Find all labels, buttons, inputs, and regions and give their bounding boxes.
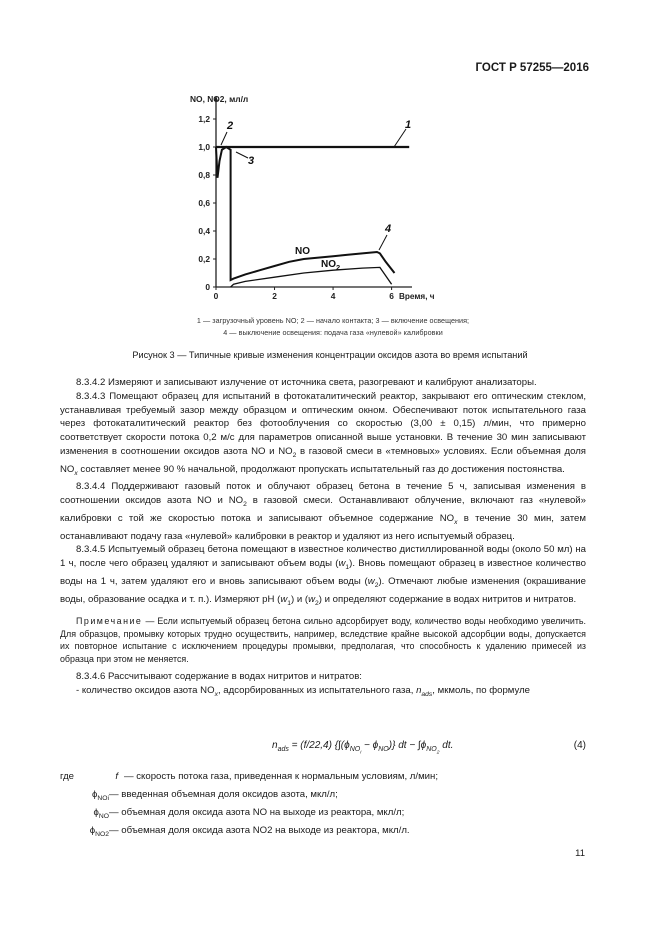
x-ticks <box>214 287 395 301</box>
x-tick-label: 0 <box>213 291 219 301</box>
y-tick-label: 0,2 <box>198 254 210 264</box>
page-number: 11 <box>575 848 585 859</box>
y-tick-label: 0,4 <box>198 226 210 236</box>
definition-f: где f — скорость потока газа, приведенная к нормальным условиям, л/мин; <box>60 768 586 786</box>
body-text <box>60 376 586 701</box>
formula-expression: $n_{ads} = (f/22,4) \{\int(\phi_{NO_i} - \phi_{NO})\}$ dt − $\int\phi_{NO_2}$ dt. <box>272 740 454 756</box>
paragraph-8-3-4-3: 8.3.4.3 Помещают образец для испытаний в фотокаталитический реактор, закрывают его оптическим стеклом, устанавливая требуемый зазор между образцом и оптическим окном. Обеспечивают поток испытательного газа через фотокаталитический реактор без фотооблучения со скоростью (3,00 ± 0,15) л/мин, что примерно соответствует скорости потока 0,2 м/с для параметров описанной выше установки. В течение 30 мин записывают изменения в соотношении оксидов азота NO и $NO_2$ в газовой смеси в «темновых» условиях. Если объемная доля $NO_x$ составляет менее 90 % начальной, продолжают пропускать испытательный газ до достижения постоянства. <box>60 390 586 477</box>
formula-4 <box>60 736 586 758</box>
x-axis-label: Время, ч <box>399 292 435 301</box>
series-no <box>216 147 395 280</box>
y-axis-label-text: NO, NO2, мл/л <box>190 94 249 104</box>
formula-number: (4) <box>573 740 586 751</box>
marker-3: 3 <box>248 155 255 167</box>
marker-3-leader <box>236 152 248 158</box>
curve-label-no: NO <box>295 246 310 257</box>
definition-phi-no2: $\phi_{NO2}$ — объемная доля оксида азота NO2 на выходе из реактора, мкл/л. <box>89 825 410 838</box>
x-tick-label: 2 <box>272 291 277 301</box>
figure-caption: Рисунок 3 — Типичные кривые изменения концентрации оксидов азота во время испытаний <box>132 350 528 360</box>
paragraph-8-3-4-2: 8.3.4.2 Измеряют и записывают излучение от источника света, разогревают и калибруют анализаторы. <box>76 377 537 388</box>
x-tick-label: 6 <box>389 291 394 301</box>
y-tick-label: 0,8 <box>198 170 210 180</box>
paragraph-8-3-4-6: 8.3.4.6 Рассчитывают содержание в водах нитритов и нитратов: <box>76 670 362 682</box>
note: Примечание — Если испытуемый образец бетона сильно адсорбирует воду, количество воды необходимо увеличить. Для образцов, промывку которых трудно осуществить, например, вследствие крайне высокой адсорбции воды, допускается их повторное испытание с исключением процедуры промывки, предполагая, что способность к удалению примесей из образца при этом не меняется. <box>60 616 586 664</box>
y-tick-label: 1,0 <box>198 142 210 152</box>
paragraph-8-3-4-5: 8.3.4.5 Испытуемый образец бетона помещают в известное количество дистиллированной воды (около 50 мл) на 1 ч, после чего образец удаляют и записывают объем воды $(w_1)$. Вновь помещают образец в известное количество воды на 1 ч, затем удаляют его и вновь записывают объем воды $(w_2)$. Отмечают любые изменения (окрашивание воды, образование осадка и т. п.). Измеряют рН $(w_1)$ и $(w_2)$ и определяют содержание в водах нитритов и нитратов. <box>60 544 587 607</box>
figure-chart <box>180 88 470 310</box>
paragraph-nox-amount: - количество оксидов азота $NO_x$, адсорбированных из испытательного газа, $n_{ads}$, мкмоль, по формуле <box>76 684 531 698</box>
curve-label-no2: $NO_2$ <box>321 259 341 272</box>
paragraph-8-3-4-4: 8.3.4.4 Поддерживают газовый поток и облучают образец бетона в течение 5 ч, записывая изменения в соотношении оксидов азота NO и $NO_2$ в газовой смеси. Останавливают облучение, включают газ «нулевой» калибровки с той же скоростью потока и записывают объемное содержание $NO_x$ в течение 30 мин, затем останавливают подачу газа «нулевой» калибровки в реактор и удаляют из него испытуемый образец. <box>60 481 586 542</box>
legend-line-2: 4 — выключение освещения: подача газа «нулевой» калибровки <box>223 328 443 337</box>
marker-1: 1 <box>405 119 412 131</box>
definition-phi-no: $\phi_{NO}$ — объемная доля оксида азота NO на выходе из реактора, мкл/л; <box>93 807 405 820</box>
variable-definitions <box>60 768 586 840</box>
y-tick-label: 0 <box>205 282 210 292</box>
y-axis-label <box>190 94 248 104</box>
marker-2: 2 <box>227 120 234 132</box>
where-word: где <box>60 771 75 782</box>
legend-line-1: 1 — загрузочный уровень NO; 2 — начало контакта; 3 — включение освещения; <box>196 316 470 325</box>
marker-2-leader <box>221 132 227 145</box>
marker-1-leader <box>394 129 406 147</box>
figure-legend <box>118 315 548 339</box>
definition-phi-noi: $\phi_{NOi}$ — введенная объемная доля оксидов азота, мкл/л; <box>92 789 338 802</box>
y-ticks <box>198 114 216 292</box>
marker-4-leader <box>379 235 387 250</box>
marker-4: 4 <box>385 223 392 235</box>
standard-number: ГОСТ Р 57255—2016 <box>475 62 589 74</box>
y-tick-label: 1,2 <box>198 114 210 124</box>
note-label: Примечание <box>76 616 143 627</box>
series-no2 <box>231 267 392 287</box>
x-tick-label: 4 <box>330 291 336 301</box>
y-tick-label: 0,6 <box>198 198 210 208</box>
